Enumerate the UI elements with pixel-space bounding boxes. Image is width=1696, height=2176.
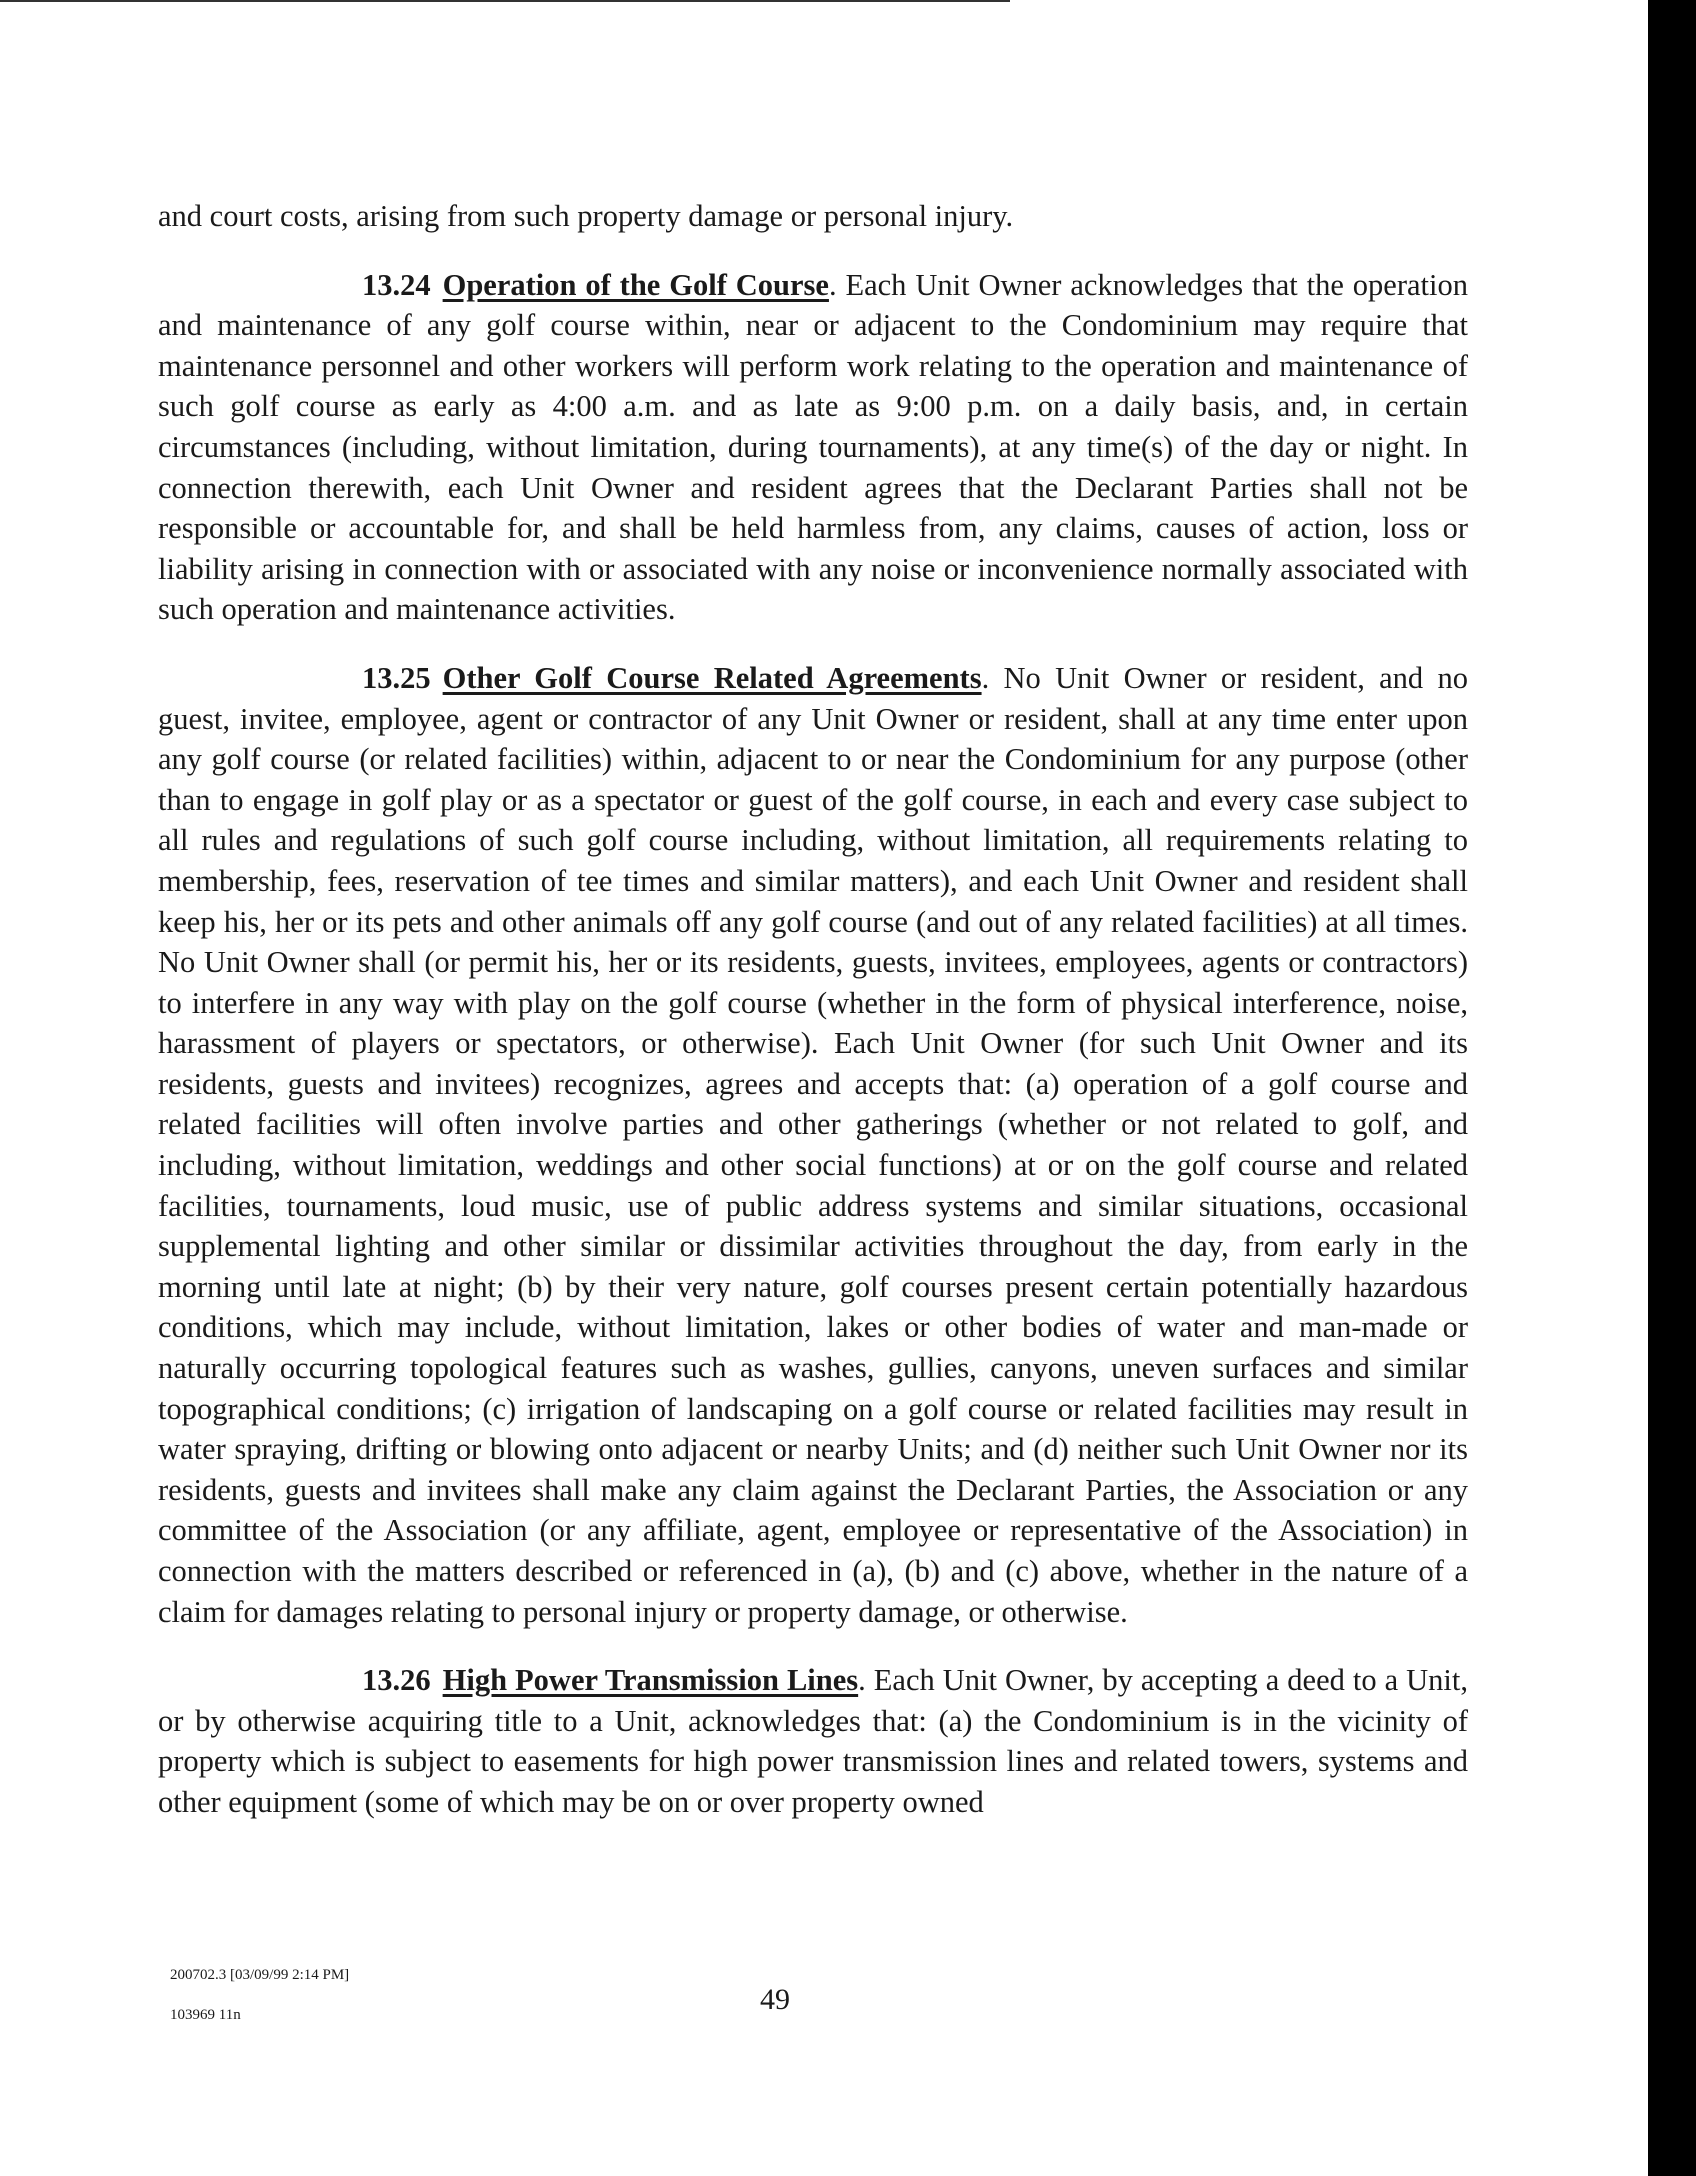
continuation-paragraph: and court costs, arising from such property damage or personal injury. <box>158 199 1014 233</box>
section-text: . Each Unit Owner acknowledges that the operation and maintenance of any golf course within, near or adjacent to the Condominium may require that maintenance personnel and other workers will perform work relating to the operation and maintenance of such golf course as early as 4:00 a.m. and as late as 9:00 p.m. on a daily basis, and, in certain circumstances (including, without limitation, during tournaments), at any time(s) of the day or night. In connection therewith, each Unit Owner and resident agrees that the Declarant Parties shall not be responsible or accountable for, and shall be held harmless from, any claims, causes of action, loss or liability arising in connection with or associated with any noise or inconvenience normally associated with such operation and maintenance activities. <box>158 267 1468 627</box>
scan-right-edge <box>1648 0 1696 2176</box>
section-number: 13.25 <box>362 660 431 695</box>
section-title: Operation of the Golf Course <box>442 267 829 302</box>
section-text: . No Unit Owner or resident, and no guest, invitee, employee, agent or contractor of any Unit Owner or resident, shall at any time enter upon any golf course (or related facilities) within, adjacent to or near the Condominium for any purpose (other than to engage in golf play or as a spectator or guest of the golf course, in each and every case subject to all rules and regulations of such golf course including, without limitation, all requirements relating to membership, fees, reservation of tee times and similar matters), and each Unit Owner and resident shall keep his, her or its pets and other animals off any golf course (and out of any related facilities) at all times. No Unit Owner shall (or permit his, her or its residents, guests, invitees, employees, agents or contractors) to interfere in any way with play on the golf course (whether in the form of physical interference, noise, harassment of players or spectators, or otherwise). Each Unit Owner (for such Unit Owner and its residents, guests and invitees) recognizes, agrees and accepts that: (a) operation of a golf course and related facilities will often involve parties and other gatherings (whether or not related to golf, and including, without limitation, weddings and other social functions) at or on the golf course and related facilities, tournaments, loud music, use of public address systems and similar situations, occasional supplemental lighting and other similar or dissimilar activities throughout the day, from early in the morning until late at night; (b) by their very nature, golf courses present certain potentially hazardous conditions, which may include, without limitation, lakes or other bodies of water and man-made or naturally occurring topological features such as washes, gullies, canyons, uneven surfaces and similar topographical conditions; (c) irrigation of landscaping on a golf course or related facilities may result in water spraying, drifting or blowing onto adjacent or nearby Units; and (d) neither such Unit Owner nor its residents, guests and invitees shall make any claim against the Declarant Parties, the Association or any committee of the Association (or any affiliate, agent, employee or representative of the Association) in connection with the matters described or referenced in (a), (b) and (c) above, whether in the nature of a claim for damages relating to personal injury or property damage, or otherwise. <box>158 660 1468 1629</box>
top-scan-rule <box>0 0 1010 2</box>
section-title: Other Golf Course Related Agreements <box>442 660 982 695</box>
footer-file-reference: 103969 11n <box>170 2007 241 2023</box>
section-title: High Power Transmission Lines <box>442 1663 859 1698</box>
page-number: 49 <box>760 1983 790 2016</box>
section-13-24 <box>158 265 1468 630</box>
section-number: 13.24 <box>362 267 431 302</box>
section-13-26 <box>158 1660 1468 1822</box>
footer-document-reference: 200702.3 [03/09/99 2:14 PM] <box>170 1967 350 1983</box>
section-13-25 <box>158 658 1468 1632</box>
document-body <box>158 196 1468 1823</box>
section-number: 13.26 <box>362 1663 431 1698</box>
section-text: . Each Unit Owner, by accepting a deed to a Unit, or by otherwise acquiring title to a Unit, acknowledges that: (a) the Condominium is in the vicinity of property which is subject to easements for high power transmission lines and related towers, systems and other equipment (some of which may be on or over property owned <box>158 1663 1468 1819</box>
